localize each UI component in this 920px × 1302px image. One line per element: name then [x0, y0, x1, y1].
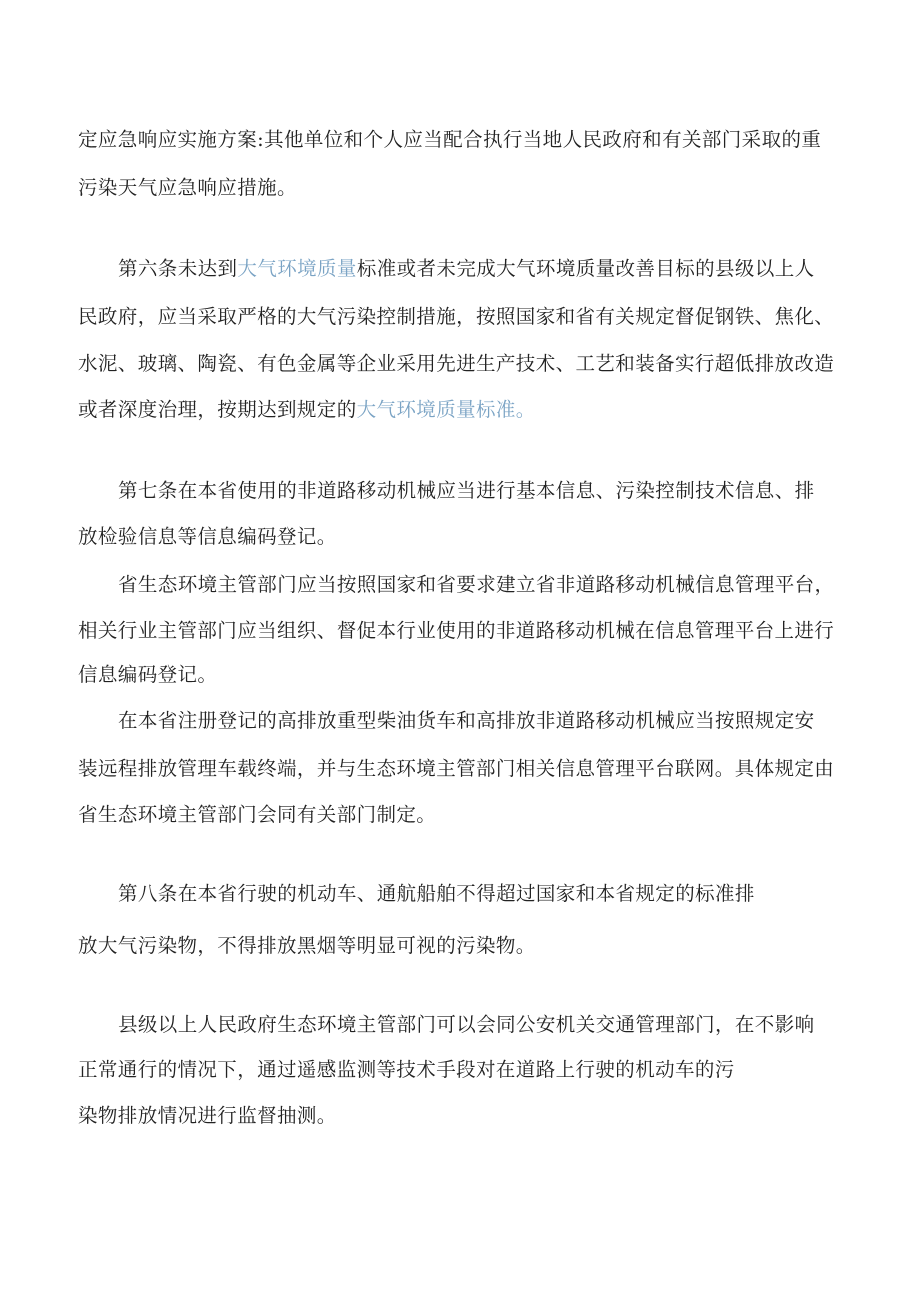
text-line: 相关行业主管部门应当组织、督促本行业使用的非道路移动机械在信息管理平台上进行 — [78, 619, 835, 642]
article-6-line — [118, 257, 815, 281]
text-line: 放检验信息等信息编码登记。 — [78, 525, 337, 548]
article-label: 第七条 — [118, 479, 178, 502]
text-segment: 标准或者未完成大气环境质量改善目标的县级以上人 — [356, 257, 815, 280]
text-line: 省生态环境主管部门会同有关部门制定。 — [78, 803, 437, 826]
text-line: 装远程排放管理车载终端，并与生态环境主管部门相关信息管理平台联网。具体规定由 — [78, 757, 835, 780]
text-segment: 或者深度治理，按期达到规定的 — [78, 398, 357, 421]
text-segment: 在本省行驶的机动车、通航船舶不得超过国家和本省规定的标准排 — [177, 882, 755, 905]
hyperlink[interactable]: 大气环境质量 — [237, 257, 357, 280]
article-label: 第八条 — [118, 882, 178, 905]
text-line: 正常通行的情况下，通过遥感监测等技术手段对在道路上行驶的机动车的污 — [78, 1058, 735, 1081]
text-line: 县级以上人民政府生态环境主管部门可以会同公安机关交通管理部门，在不影响 — [118, 1013, 815, 1036]
hyperlink[interactable]: 大气环境质量标准。 — [356, 398, 536, 421]
text-line: 放大气污染物，不得排放黑烟等明显可视的污染物。 — [78, 934, 536, 957]
text-line: 染物排放情况进行监督抽测。 — [78, 1104, 337, 1127]
text-line: 信息编码登记。 — [78, 663, 218, 686]
article-8-line — [118, 882, 755, 906]
text-line: 水泥、玻璃、陶瓷、有色金属等企业采用先进生产技术、工艺和装备实行超低排放改造 — [78, 352, 835, 375]
text-line: 省生态环境主管部门应当按照国家和省要求建立省非道路移动机械信息管理平台， — [118, 573, 835, 596]
text-line: 定应急响应实施方案:其他单位和个人应当配合执行当地人民政府和有关部门采取的重 — [78, 128, 822, 151]
article-7-line — [118, 479, 815, 503]
text-line: 民政府，应当采取严格的大气污染控制措施，按照国家和省有关规定督促钢铁、焦化、 — [78, 305, 835, 328]
text-line — [78, 398, 536, 422]
text-segment: 在本省使用的非道路移动机械应当进行基本信息、污染控制技术信息、排 — [177, 479, 815, 502]
text-line: 在本省注册登记的高排放重型柴油货车和高排放非道路移动机械应当按照规定安 — [118, 709, 815, 732]
article-label: 第六条 — [118, 257, 178, 280]
text-segment: 未达到 — [177, 257, 238, 280]
text-line: 污染天气应急响应措施。 — [78, 176, 297, 199]
